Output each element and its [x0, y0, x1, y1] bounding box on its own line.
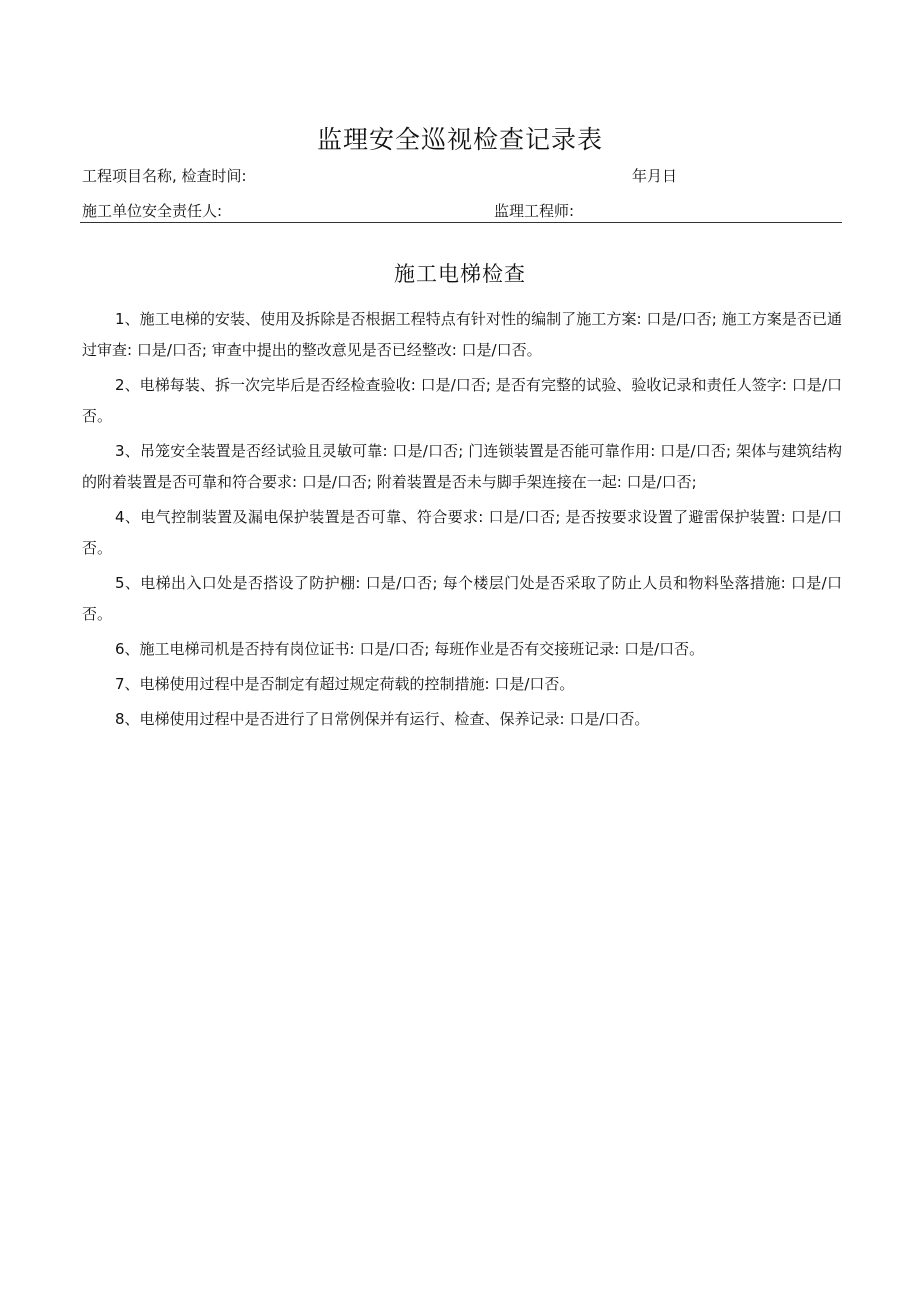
checklist: [82, 304, 842, 739]
project-info-row: [82, 164, 842, 188]
safety-officer-label: 施工单位安全责任人:: [82, 202, 223, 220]
checklist-item-5: 5、电梯出入口处是否搭设了防护棚: 口是/口否; 每个楼层门处是否采取了防止人员和物料坠落措施: 口是/口否。: [82, 574, 842, 623]
checklist-item-6: 6、施工电梯司机是否持有岗位证书: 口是/口否; 每班作业是否有交接班记录: 口是/口否。: [115, 640, 705, 658]
document-title: 监理安全巡视检查记录表: [316, 125, 603, 154]
supervisor-label: 监理工程师:: [494, 202, 575, 220]
date-label: 年月日: [632, 167, 678, 185]
checklist-item-1: 1、施工电梯的安装、使用及拆除是否根据工程特点有针对性的编制了施工方案: 口是/口否; 施工方案是否已通过审查: 口是/口否; 审查中提出的整改意见是否已经整改: 口是/口否。: [82, 310, 842, 359]
responsible-persons-row: [82, 199, 842, 223]
checklist-item-8: 8、电梯使用过程中是否进行了日常例保并有运行、检查、保养记录: 口是/口否。: [115, 710, 650, 728]
checklist-item-4: 4、电气控制装置及漏电保护装置是否可靠、符合要求: 口是/口否; 是否按要求设置了避雷保护装置: 口是/口否。: [82, 508, 842, 557]
checklist-item-2: 2、电梯每装、拆一次完毕后是否经检查验收: 口是/口否; 是否有完整的试验、验收记录和责任人签字: 口是/口否。: [82, 376, 842, 425]
section-title: 施工电梯检查: [394, 262, 526, 286]
project-name-label: 工程项目名称, 检查时间:: [82, 167, 247, 185]
checklist-item-3: 3、吊笼安全装置是否经试验且灵敏可靠: 口是/口否; 门连锁装置是否能可靠作用: 口是/口否; 架体与建筑结构的附着装置是否可靠和符合要求: 口是/口否; 附着装置是否未与脚手架连接在一起: 口是/口否;: [82, 442, 842, 491]
header-divider: [80, 222, 842, 223]
checklist-item-7: 7、电梯使用过程中是否制定有超过规定荷载的控制措施: 口是/口否。: [115, 675, 575, 693]
